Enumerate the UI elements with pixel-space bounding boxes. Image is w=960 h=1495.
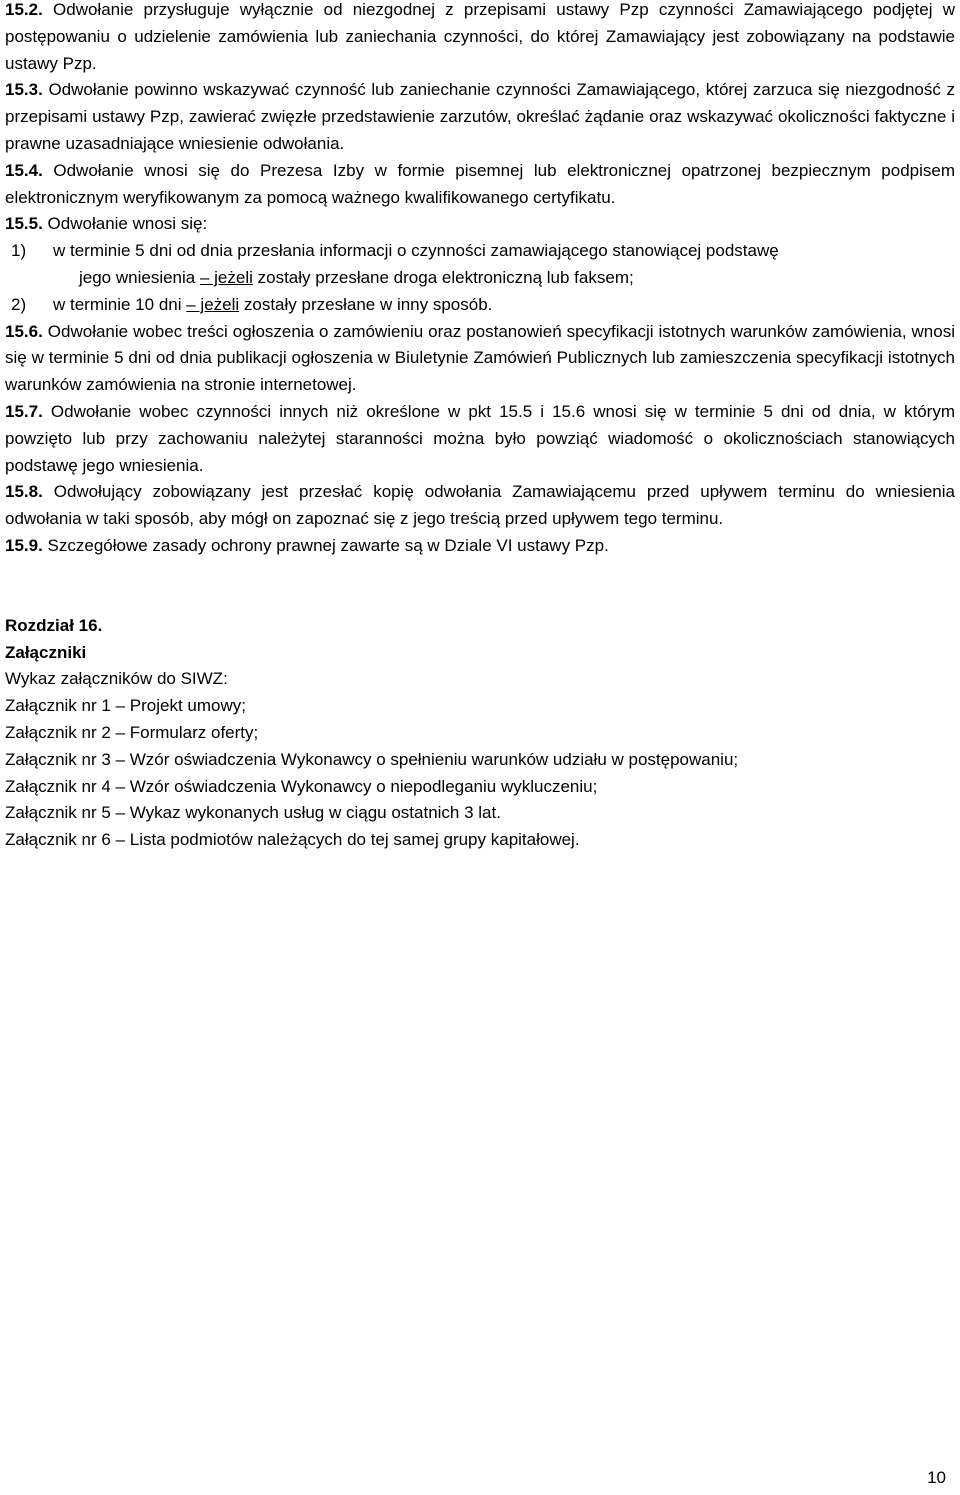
paragraph-number: 15.7. — [5, 401, 43, 421]
list-item-text — [53, 238, 955, 265]
attachment-dash: – — [115, 722, 126, 742]
paragraph-text: Odwołanie wobec czynności innych niż określone w pkt 15.5 i 15.6 wnosi się w terminie 5 dni od dnia, w którym powzięto lub przy zachowaniu należytej staranności można było powziąć wiadomość o okolicznościach stanowiących podstawę jego wniesienia. — [5, 401, 955, 475]
attachment-list — [5, 693, 955, 854]
attachments-intro: Wykaz załączników do SIWZ: — [5, 669, 228, 689]
attachment-dash: – — [115, 776, 126, 796]
list-item-1 — [5, 238, 955, 265]
attachment-dash: – — [115, 803, 126, 823]
page-number: 10 — [927, 1468, 946, 1487]
paragraph-15-2 — [5, 0, 955, 77]
paragraph-text: Odwołujący zobowiązany jest przesłać kopię odwołania Zamawiającemu przed upływem terminu do wniesienia odwołania w taki sposób, aby mógł on zapoznać się z jego treścią przed upływem tego terminu. — [5, 482, 955, 529]
section-spacer — [5, 560, 955, 613]
list-item-text-post: zostały przesłane w inny sposób. — [239, 294, 493, 314]
paragraph-text: Odwołanie przysługuje wyłącznie od niezgodnej z przepisami ustawy Pzp czynności Zamawiającego podjętej w postępowaniu o udzielenie zamówienia lub zaniechania czynności, do której Zamawiający jest zobowiązany na podstawie ustawy Pzp. — [5, 0, 955, 73]
paragraph-number: 15.5. — [5, 214, 43, 234]
attachment-item — [5, 800, 955, 827]
chapter-title: Załączniki — [5, 642, 87, 662]
attachment-item — [5, 693, 955, 720]
attachment-label: Załącznik nr 5 — [5, 803, 111, 823]
list-item-text-underlined: – jeżeli — [186, 294, 240, 314]
paragraph-text: Odwołanie powinno wskazywać czynność lub zaniechanie czynności Zamawiającego, której zarzuca się niezgodność z przepisami ustawy Pzp, zawierać zwięzłe przedstawienie zarzutów, określać żądanie oraz wskazywać okoliczności faktyczne i prawne uzasadniające wniesienie odwołania. — [5, 80, 955, 153]
list-item-text-post: zostały przesłane droga elektroniczną lub faksem; — [252, 267, 634, 287]
list-item-line1: w terminie 5 dni od dnia przesłania informacji o czynności zamawiającego stanowiącej podstawę — [53, 241, 779, 261]
chapter-heading: Rozdział 16. — [5, 615, 103, 635]
document-page — [5, 0, 955, 854]
paragraph-text: Odwołanie wobec treści ogłoszenia o zamówieniu oraz postanowień specyfikacji istotnych warunków zamówienia, wnosi się w terminie 5 dni od dnia publikacji ogłoszenia w Biuletynie Zamówień Publicznych lub zamieszczenia specyfikacji istotnych warunków zamówienia na stronie internetowej. — [5, 321, 955, 395]
paragraph-15-7 — [5, 399, 955, 479]
paragraph-number: 15.6. — [5, 321, 43, 341]
list-item-2 — [5, 292, 955, 319]
paragraph-number: 15.9. — [5, 535, 43, 555]
paragraph-15-6 — [5, 319, 955, 399]
attachment-description: Wzór oświadczenia Wykonawcy o niepodleganiu wykluczeniu; — [129, 776, 598, 796]
list-marker: 2) — [11, 294, 27, 314]
paragraph-15-8 — [5, 479, 955, 533]
attachment-label: Załącznik nr 1 — [5, 696, 111, 716]
paragraph-number: 15.8. — [5, 482, 43, 502]
attachment-dash: – — [115, 830, 126, 850]
attachment-label: Załącznik nr 4 — [5, 776, 111, 796]
paragraph-number: 15.4. — [5, 160, 43, 180]
paragraph-15-4 — [5, 158, 955, 212]
attachment-description: Projekt umowy; — [129, 696, 246, 716]
paragraph-15-5 — [5, 211, 955, 238]
attachment-description: Wzór oświadczenia Wykonawcy o spełnieniu warunków udziału w postępowaniu; — [129, 749, 739, 769]
paragraph-number: 15.2. — [5, 0, 43, 19]
paragraph-text: Odwołanie wnosi się do Prezesa Izby w formie pisemnej lub elektronicznej opatrzonej bezpiecznym podpisem elektronicznym weryfikowanym za pomocą ważnego kwalifikowanego certyfikatu. — [5, 160, 955, 207]
attachment-item — [5, 720, 955, 747]
paragraph-number: 15.3. — [5, 80, 43, 100]
attachment-item — [5, 827, 955, 854]
attachment-item — [5, 774, 955, 801]
attachment-label: Załącznik nr 6 — [5, 830, 111, 850]
paragraph-15-3 — [5, 77, 955, 157]
attachment-dash: – — [115, 749, 126, 769]
paragraph-15-9 — [5, 533, 955, 560]
attachment-label: Załącznik nr 2 — [5, 722, 111, 742]
attachment-item — [5, 747, 955, 774]
list-item-text-underlined: – jeżeli — [199, 267, 253, 287]
list-item-text — [53, 292, 955, 319]
attachment-dash: – — [115, 696, 126, 716]
attachment-label: Załącznik nr 3 — [5, 749, 111, 769]
paragraph-text: Szczegółowe zasady ochrony prawnej zawarte są w Dziale VI ustawy Pzp. — [47, 535, 609, 555]
list-item-text-pre: w terminie 10 dni — [53, 294, 187, 314]
paragraph-text: Odwołanie wnosi się: — [47, 214, 208, 234]
attachment-description: Lista podmiotów należących do tej samej grupy kapitałowej. — [129, 830, 580, 850]
attachment-description: Wykaz wykonanych usług w ciągu ostatnich 3 lat. — [129, 803, 501, 823]
list-item-text-pre: jego wniesienia — [79, 267, 200, 287]
list-item-1-continuation — [5, 265, 955, 292]
list-marker: 1) — [11, 241, 27, 261]
attachment-description: Formularz oferty; — [129, 722, 259, 742]
